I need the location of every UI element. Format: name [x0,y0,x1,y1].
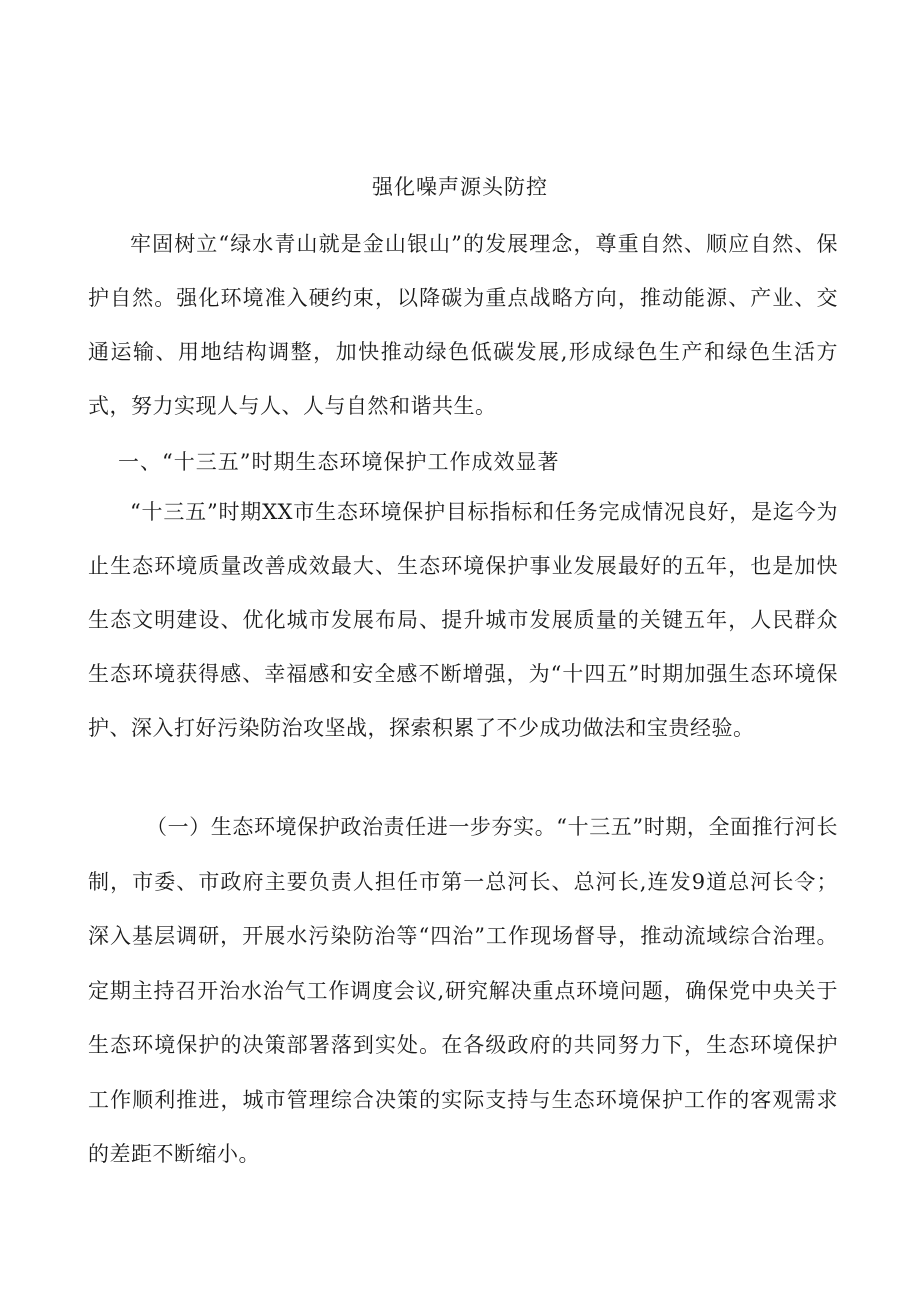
document-title: 强化噪声源头防控 [372,175,548,199]
section-paragraph: “十三五”时期XX市生态环境保护目标指标和任务完成情况良好，是迄今为止生态环境质量改善成效最大、生态环境保护事业发展最好的五年，也是加快生态文明建设、优化城市发展布局、提升城市发展质量的关键五年，人民群众生态环境获得感、幸福感和安全感不断增强，为“十四五”时期加强生态环境保护、深入打好污染防治攻坚战，探索积累了不少成功做法和宝贵经验。 [88,500,838,740]
intro-paragraph: 牢固树立“绿水青山就是金山银山”的发展理念，尊重自然、顺应自然、保护自然。强化环境准入硬约束，以降碳为重点战略方向，推动能源、产业、交通运输、用地结构调整，加快推动绿色低碳发展,形成绿色生产和绿色生活方式，努力实现人与人、人与自然和谐共生。 [88,232,838,418]
section-heading: 一、“十三五”时期生态环境保护工作成效显著 [118,450,560,474]
subsection-paragraph: （一）生态环境保护政治责任进一步夯实。“十三五”时期，全面推行河长制，市委、市政府主要负责人担任市第一总河长、总河长,连发9道总河长令；深入基层调研，开展水污染防治等“四治”工作现场督导，推动流域综合治理。定期主持召开治水治气工作调度会议,研究解决重点环境问题，确保党中央关于生态环境保护的决策部署落到实处。在各级政府的共同努力下，生态环境保护工作顺利推进，城市管理综合决策的实际支持与生态环境保护工作的客观需求的差距不断缩小。 [88,815,838,1166]
